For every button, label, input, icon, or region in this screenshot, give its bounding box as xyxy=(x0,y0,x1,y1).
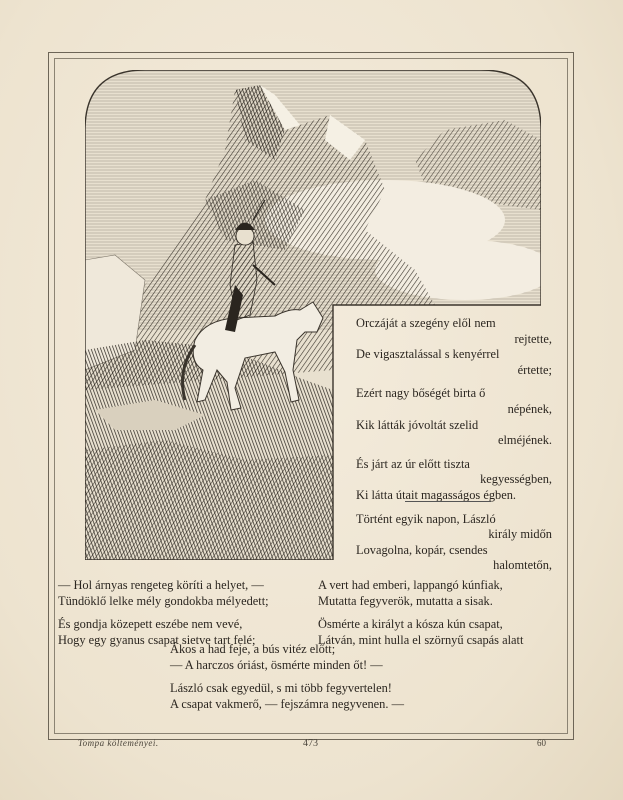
poem-line: Orczáját a szegény elől nem xyxy=(356,316,496,330)
poem-right-block xyxy=(356,316,552,582)
poem-center-block xyxy=(170,642,404,720)
poem-line: Ákos a had feje, a bús vitéz előtt; xyxy=(170,642,336,656)
stanza xyxy=(356,386,552,448)
poem-line: És járt az úr előtt tiszta xyxy=(356,456,470,471)
signature-mark: 60 xyxy=(537,738,546,748)
poem-line: értette; xyxy=(517,362,552,377)
poem-line: Tündöklő lelke mély gondokba mélyedett; xyxy=(58,593,269,608)
stanza xyxy=(58,578,269,609)
poem-line: Látván, mint hulla el szörnyű csapás alatt xyxy=(318,632,524,647)
poem-line: rejtette, xyxy=(514,331,552,346)
footer-book-title: Tompa költeményei. xyxy=(78,738,159,748)
poem-line: elméjének. xyxy=(497,433,552,448)
poem-line: László csak egyedül, s mi több fegyvertelen! xyxy=(170,681,392,696)
poem-line: A vert had emberi, lappangó kúnfiak, xyxy=(318,578,503,592)
poem-line: Hogy egy gyanus csapat sietve tart felé; xyxy=(58,632,256,647)
stanza xyxy=(170,642,404,673)
poem-line: Történt egyik napon, László xyxy=(356,511,496,526)
stanza-divider xyxy=(405,501,491,502)
poem-line: Ki látta útait magasságos égben. xyxy=(356,487,517,502)
stanza xyxy=(356,512,552,574)
poem-line: És gondja közepett eszébe nem vevé, xyxy=(58,617,243,632)
poem-line: Mutatta fegyverök, mutatta a sisak. xyxy=(318,593,493,608)
poem-line: halomtetőn, xyxy=(493,558,552,573)
stanza xyxy=(170,681,404,712)
poem-line: király midőn xyxy=(488,527,552,542)
stanza xyxy=(318,578,523,609)
page-number: 473 xyxy=(303,738,318,749)
poem-line: Ösmérte a királyt a kósza kún csapat, xyxy=(318,617,503,632)
poem-line: népének, xyxy=(507,401,552,416)
poem-line: Ezért nagy bőségét birta ő xyxy=(356,386,486,401)
stanza xyxy=(356,316,552,378)
poem-line: Lovagolna, kopár, csendes xyxy=(356,542,488,557)
poem-line: De vigasztalással s kenyérrel xyxy=(356,347,500,362)
poem-line: kegyességben, xyxy=(480,472,552,487)
poem-line: Kik látták jóvoltát szelid xyxy=(356,417,479,432)
poem-line: A csapat vakmerő, — fejszámra negyvenen. — xyxy=(170,696,404,711)
stanza xyxy=(356,457,552,504)
poem-line: — A harczos óriást, ösmérte minden őt! — xyxy=(170,657,383,672)
poem-line: — Hol árnyas rengeteg köríti a helyet, — xyxy=(58,578,264,592)
